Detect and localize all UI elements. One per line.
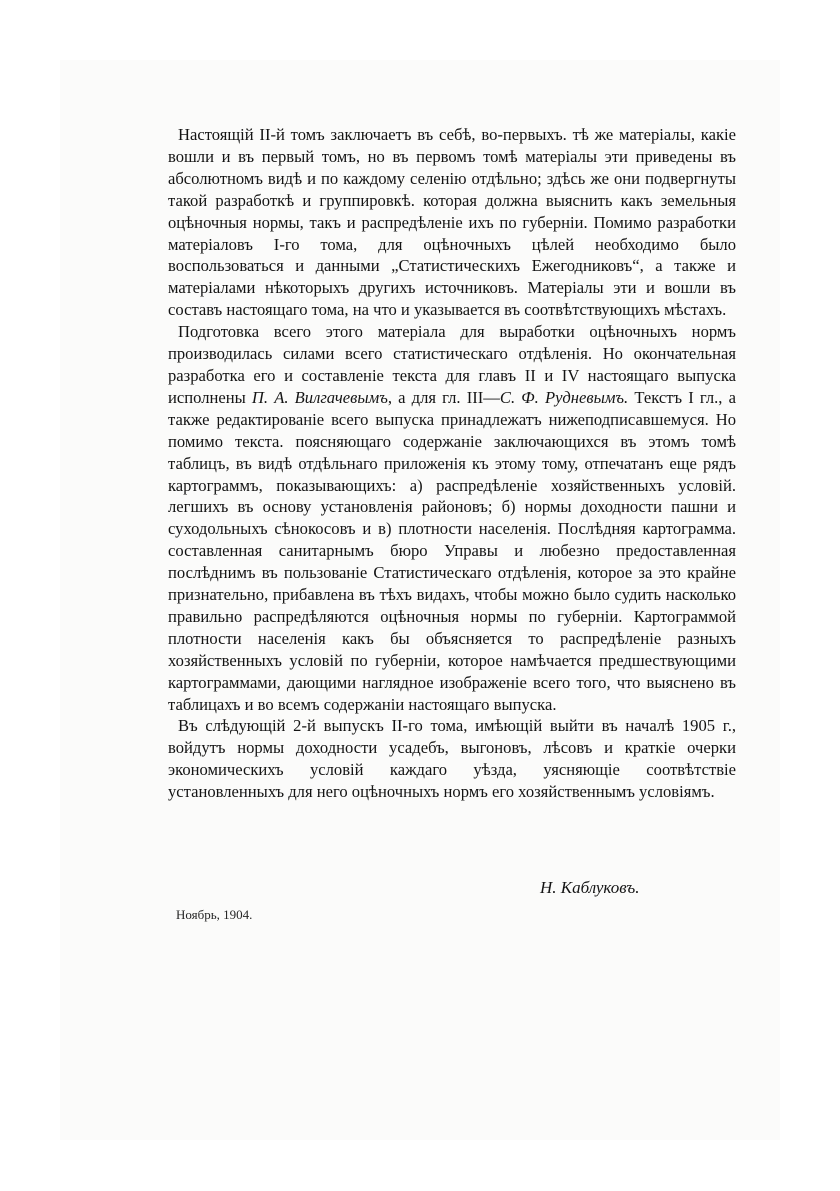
paragraph-2-part-2: , а для гл. III— <box>387 387 500 407</box>
author-name-1: П. А. Вилгачевымъ <box>251 387 388 407</box>
date-line: Ноябрь, 1904. <box>176 907 253 922</box>
signature: Н. Каблуковъ. <box>540 878 640 897</box>
paragraph-2-part-1: Подготовка всего этого матеріала для выработки оцѣночныхъ нормъ производилась силами всего статистическаго отдѣленія. Но окончательная разработка его и составленіе текста для главъ II и IV настоящаго выпуска исполнены <box>168 322 736 407</box>
author-name-2: С. Ф. Рудневымъ. <box>499 387 629 407</box>
paragraph-2-part-3: Текстъ I гл., а также редактированіе всего выпуска принадлежатъ нижеподписавшемуся. Но помимо текста. поясняющаго содержаніе заключающихся въ этомъ томѣ таблицъ, въ видѣ отдѣльнаго приложенія къ этому тому, отпечатанъ еще рядъ картограммъ, показывающихъ: а) распредѣленіе хозяйственныхъ условій. легшихъ въ основу установленія районовъ; б) нормы доходности пашни и суходольныхъ сѣнокосовъ и в) плотности населенія. Послѣдняя картограмма. составленная санитарнымъ бюро Управы и любезно предоставленная послѣднимъ въ пользованіе Статистическаго отдѣленія, которое за это крайне признательно, прибавлена въ тѣхъ видахъ, чтобы можно было судить насколько правильно распредѣляются оцѣночныя нормы по губерніи. Картограммой плотности населенія какъ бы объясняется то распредѣленіе разныхъ хозяйственныхъ условій по губерніи, которое намѣчается предшествующими картограммами, дающими наглядное изображеніе всего того, что выяснено въ таблицахъ и во всемъ содержаніи настоящаго выпуска. <box>168 387 736 714</box>
paragraph-2 <box>168 321 736 715</box>
paragraph-3: Въ слѣдующій 2-й выпускъ II-го тома, имѣющій выйти въ началѣ 1905 г., войдутъ нормы доходности усадебъ, выгоновъ, лѣсовъ и краткіе очерки экономическихъ условій каждаго уѣзда, уясняющіе соотвѣтствіе установленныхъ для него оцѣночныхъ нормъ его хозяйственнымъ условіямъ. <box>168 716 736 802</box>
paragraph-1: Настоящій II-й томъ заключаетъ въ себѣ, во-первыхъ. тѣ же матеріалы, какіе вошли и въ первый томъ, но въ первомъ томѣ матеріалы эти приведены въ абсолютномъ видѣ и по каждому селенію отдѣльно; здѣсь же они подвергнуты такой разработкѣ и группировкѣ. которая должна выяснить какъ земельныя оцѣночныя нормы, такъ и распредѣленіе ихъ по губерніи. Помимо разработки матеріаловъ I-го тома, для оцѣночныхъ цѣлей необходимо было воспользоваться и данными „Статистическихъ Ежегодниковъ“, а также и матеріалами нѣкоторыхъ другихъ источниковъ. Матеріалы эти и вошли въ составъ настоящаго тома, на что и указывается въ соотвѣтствующихъ мѣстахъ. <box>168 125 736 320</box>
preface-text <box>168 124 736 803</box>
